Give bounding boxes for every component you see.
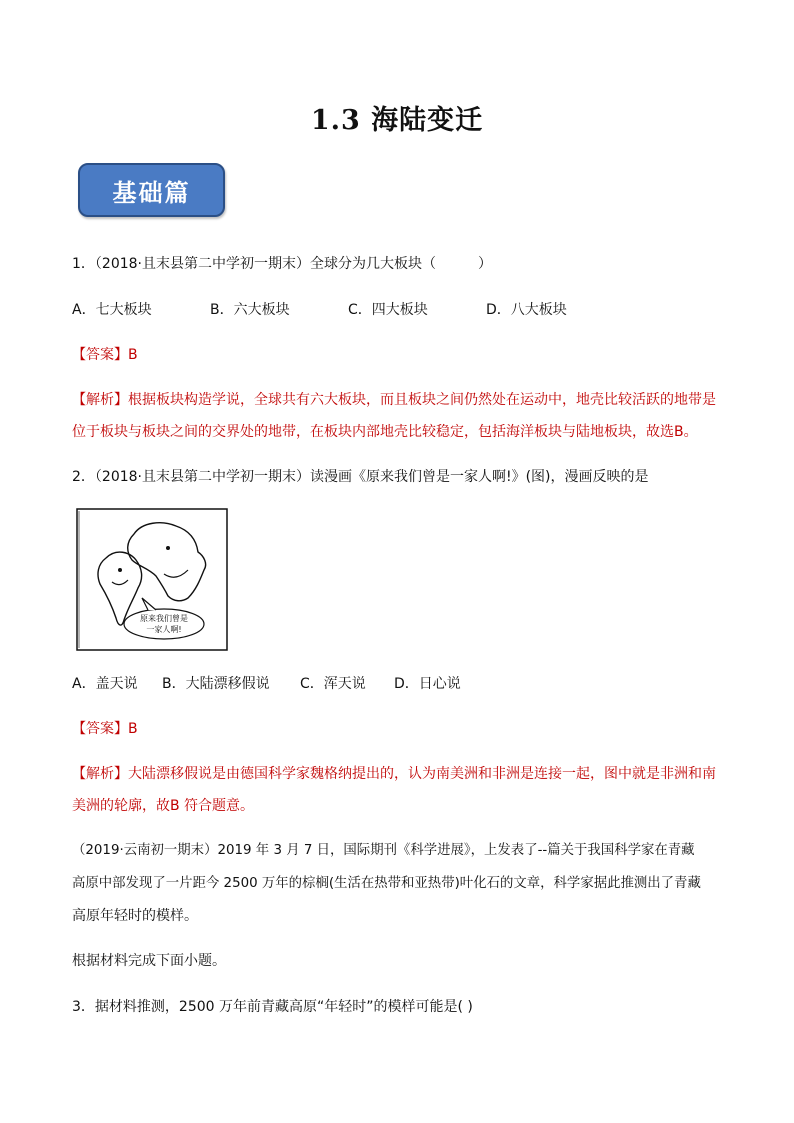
material-line1: （2019·云南初一期末）2019 年 3 月 7 日，国际期刊《科学进展》，上发表了--篇关于我国科学家在青藏: [72, 843, 695, 858]
q2-analysis-label: 【解析】: [72, 766, 128, 782]
page-title: 1.3 海陆变迁: [310, 105, 484, 136]
q2-option-c: C．浑天说: [300, 676, 366, 692]
material-line2: 高原中部发现了一片距今 2500 万年的棕榈(生活在热带和亚热带)叶化石的文章，科学家据此推测出了青藏: [72, 876, 701, 891]
q1-answer: [72, 345, 138, 365]
q2-answer-value: B: [128, 721, 138, 737]
q2-answer-label: 【答案】: [72, 721, 128, 737]
q2-option-d: D．日心说: [394, 676, 461, 692]
q2-answer: [72, 719, 138, 739]
q1-option-a: A．七大板块: [72, 302, 152, 318]
material-line3: 高原年轻时的模样。: [72, 908, 198, 924]
q2-analysis-line2: 美洲的轮廓，故B 符合题意。: [72, 798, 255, 814]
section-badge: [78, 163, 225, 217]
q1-option-d: D．八大板块: [486, 302, 567, 318]
q3-stem: 3．据材料推测，2500 万年前青藏高原“年轻时”的模样可能是( ): [72, 999, 473, 1015]
q1-stem: 1．（2018·且末县第二中学初一期末）全球分为几大板块（ ）: [72, 256, 492, 272]
q2-stem: 2．（2018·且末县第二中学初一期末）读漫画《原来我们曾是一家人啊!》(图)，漫画反映的是: [72, 469, 649, 485]
q2-analysis-text1: 大陆漂移假说是由德国科学家魏格纳提出的，认为南美洲和非洲是连接一起，图中就是非洲和南: [128, 766, 716, 782]
cartoon-caption-line1: 原来我们曾是: [140, 614, 188, 623]
cartoon-caption-line2: 一家人啊!: [146, 625, 182, 634]
material-instruction: 根据材料完成下面小题。: [72, 953, 226, 969]
q1-analysis-label: 【解析】: [72, 392, 128, 408]
section-badge-label: 基础篇: [112, 177, 191, 207]
q1-answer-value: B: [128, 347, 138, 363]
q1-analysis-line2: 位于板块与板块之间的交界处的地带，在板块内部地壳比较稳定，包括海洋板块与陆地板块，故选B。: [72, 424, 698, 440]
q2-analysis-line1: [72, 764, 716, 784]
cartoon-image: [76, 508, 228, 651]
q2-option-b: B．大陆漂移假说: [162, 676, 270, 692]
q1-analysis-line1: [72, 390, 716, 410]
q1-analysis-text1: 根据板块构造学说，全球共有六大板块，而且板块之间仍然处在运动中，地壳比较活跃的地带是: [128, 392, 716, 408]
q2-option-a: A．盖天说: [72, 676, 138, 692]
q1-option-b: B．六大板块: [210, 302, 290, 318]
q1-option-c: C．四大板块: [348, 302, 428, 318]
q1-answer-label: 【答案】: [72, 347, 128, 363]
